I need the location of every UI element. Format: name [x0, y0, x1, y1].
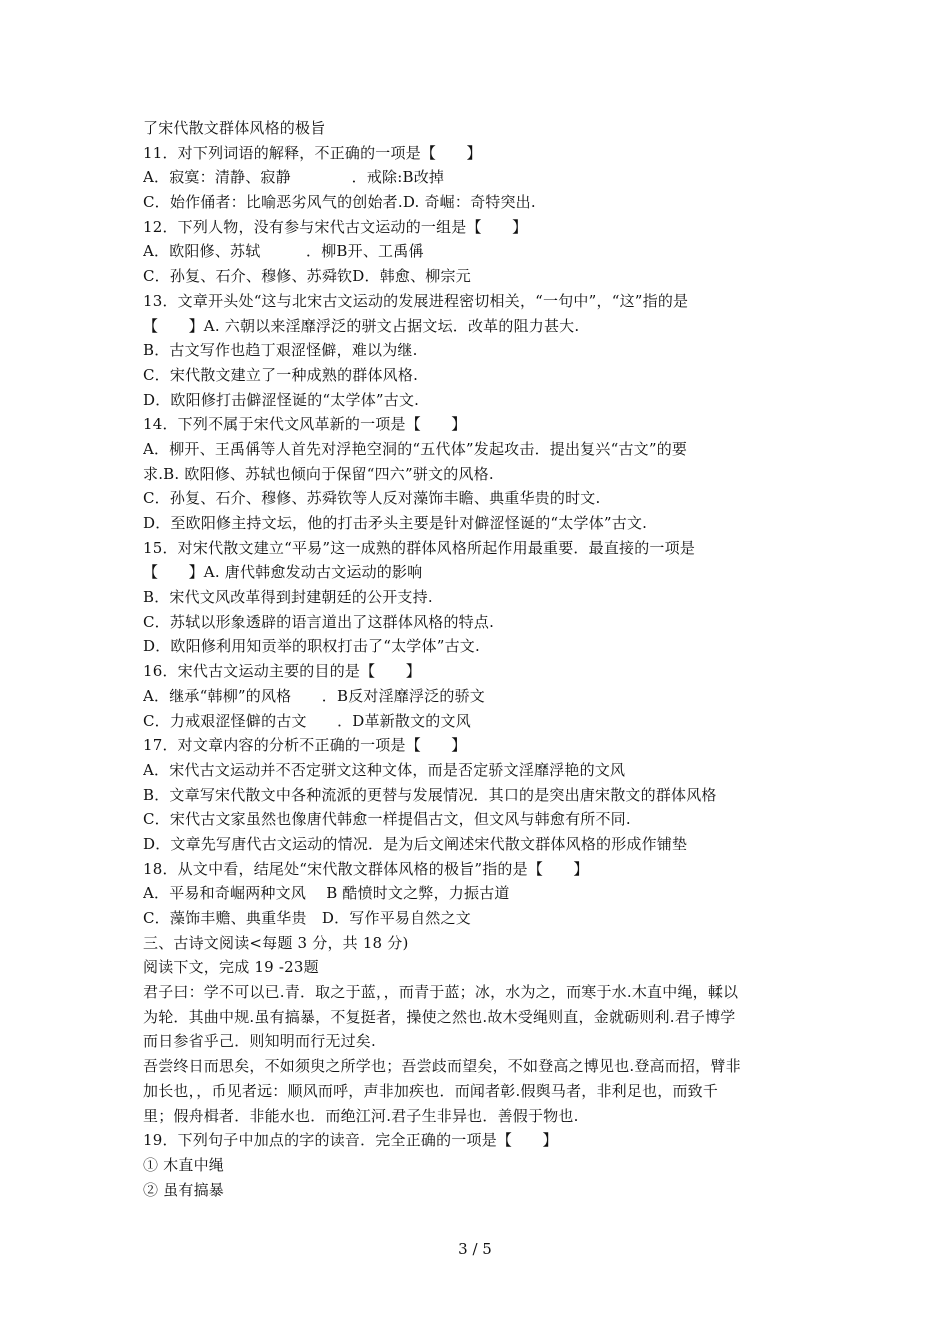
text-line: 了宋代散文群体风格的极旨 [143, 119, 326, 137]
text-line: D．欧阳修利用知贡举的职权打击了“太学体”古文. [143, 637, 480, 656]
text-line: D．至欧阳修主持文坛，他的打击矛头主要是针对僻涩怪诞的“太学体”古文. [143, 514, 648, 532]
text-line: 11．对下列词语的解释，不正确的一项是【 】 [143, 143, 482, 162]
text-line: 君子曰：学不可以已.青．取之于蓝，，而青于蓝；冰，水为之，而寒于水.木直中绳，輮以 [143, 983, 739, 1002]
text-line: A．继承“韩柳”的风格 ．B反对淫靡浮泛的骄文 [143, 686, 485, 705]
text-line: 【 】A. 六朝以来淫靡浮泛的骈文占据文坛．改革的阻力甚大. [143, 316, 580, 335]
text-line: D．文章先写唐代古文运动的情况．是为后文阐述宋代散文群体风格的形成作铺垫 [143, 834, 688, 853]
text-line: C．苏轼以形象透辟的语言道出了这群体风格的特点. [143, 612, 495, 631]
text-line: A．欧阳修、苏轼 ．柳B开、工禹偁 [143, 242, 424, 261]
text-line: A．寂寞：清静、寂静 ．戒除:B改掉 [143, 168, 445, 187]
text-line: B．古文写作也趋丁艰涩怪僻，难以为继. [143, 341, 418, 360]
text-line: A．宋代古文运动并不否定骈文这种文体，而是否定骄文淫靡浮艳的文风 [143, 760, 626, 779]
text-line: C．孙复、石介、穆修、苏舜钦等人反对藻饰丰瞻、典重华贵的时文. [143, 489, 601, 508]
text-line: 13．文章开头处“这与北宋古文运动的发展进程密切相关，“一句中”，“这”指的是 [143, 291, 689, 310]
text-line: C．藻饰丰赡、典重华贵 D．写作平易自然之文 [143, 909, 471, 927]
text-line: 16．宋代古文运动主要的目的是【 】 [143, 662, 421, 681]
text-line: C．宋代散文建立了一种成熟的群体风格. [143, 365, 419, 384]
text-line: C．力戒艰涩怪僻的古文 ．D革新散文的文风 [143, 711, 471, 730]
text-line: 里；假舟楫者．非能水也．而绝江河.君子生非异也．善假于物也. [143, 1106, 579, 1125]
text-line: 而日参省乎己．则知明而行无过矣. [143, 1032, 376, 1051]
text-line: 12．下列人物，没有参与宋代古文运动的一组是【 】 [143, 217, 528, 236]
text-line: B．文章写宋代散文中各种流派的更替与发展情况．其口的是突出唐宋散文的群体风格 [143, 785, 717, 804]
text-line: 阅读下文，完成 19 -23题 [143, 958, 319, 977]
page-number: 3 / 5 [458, 1240, 492, 1258]
text-line: 吾尝终日而思矣，不如须臾之所学也；吾尝歧而望矣，不如登高之博见也.登高而招，臂非 [143, 1057, 741, 1076]
text-line: 19．下列句子中加点的字的读音．完全正确的一项是【 】 [143, 1131, 558, 1150]
text-line: 14．下列不属于宋代文风革新的一项是【 】 [143, 415, 467, 434]
text-line: 【 】A. 唐代韩愈发动古文运动的影响 [143, 563, 423, 582]
text-line: 15．对宋代散文建立“平易”这一成熟的群体风格所起作用最重要．最直接的一项是 [143, 538, 696, 557]
text-line: 为轮．其曲中规.虽有搞暴，不复挺者，操使之然也.故木受绳则直，金就砺则利.君子博学 [143, 1007, 736, 1026]
text-line: 18．从文中看，结尾处“宋代散文群体风格的极旨”指的是【 】 [143, 859, 589, 878]
text-line: 三、古诗文阅读<每题 3 分，共 18 分) [143, 933, 409, 952]
text-line: ② 虽有搞暴 [143, 1180, 224, 1199]
text-line: C．始作俑者：比喻恶劣风气的创始者.D. 奇崛：奇特突出. [143, 193, 536, 212]
text-line: A．柳开、王禹偁等人首先对浮艳空洞的“五代体”发起攻击．提出复兴“古文”的要 [143, 439, 688, 458]
text-line: B．宋代文风改革得到封建朝廷的公开支持. [143, 588, 433, 607]
text-line: 加长也，，币见者远：顺风而呼，声非加疾也．而闻者彰.假舆马者，非利足也，而致千 [143, 1081, 719, 1100]
text-line: ① 木直中绳 [143, 1155, 224, 1174]
text-line: C．孙复、石介、穆修、苏舜钦D．韩愈、柳宗元 [143, 267, 471, 286]
page-content [143, 116, 813, 1202]
text-line: A．平易和奇崛两种文风 B 酷愤时文之弊，力振古道 [143, 884, 510, 903]
text-line: D．欧阳修打击僻涩怪诞的“太学体”古文. [143, 390, 420, 409]
text-line: C．宋代古文家虽然也像唐代韩愈一样提倡古文，但文风与韩愈有所不同. [143, 810, 631, 829]
text-line: 求.B. 欧阳修、苏轼也倾向于保留“四六”骈文的风格. [143, 464, 494, 483]
text-line: 17．对文章内容的分析不正确的一项是【 】 [143, 736, 467, 755]
